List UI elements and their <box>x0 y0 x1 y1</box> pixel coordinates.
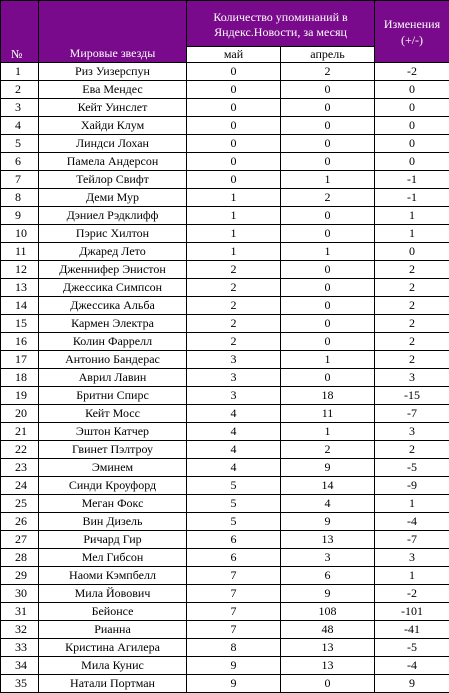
column-header-april: апрель <box>281 47 375 63</box>
table-row <box>1 117 449 135</box>
table-row <box>1 441 449 459</box>
table-row <box>1 387 449 405</box>
cell-star-name: Памела Андерсон <box>39 153 187 171</box>
cell-number: 6 <box>1 153 39 171</box>
cell-may: 7 <box>187 603 281 621</box>
cell-star-name: Ева Мендес <box>39 81 187 99</box>
change-title-line2: (+/-) <box>400 32 424 47</box>
cell-change: 2 <box>375 297 449 315</box>
table-row <box>1 225 449 243</box>
column-header-number: № <box>1 1 39 63</box>
cell-star-name: Наоми Кэмпбелл <box>39 567 187 585</box>
cell-number: 2 <box>1 81 39 99</box>
cell-change: -4 <box>375 513 449 531</box>
cell-may: 4 <box>187 423 281 441</box>
cell-number: 13 <box>1 279 39 297</box>
cell-change: -7 <box>375 405 449 423</box>
table-row <box>1 495 449 513</box>
cell-star-name: Мел Гибсон <box>39 549 187 567</box>
cell-april: 1 <box>281 351 375 369</box>
column-header-mentions <box>187 1 375 47</box>
cell-april: 1 <box>281 423 375 441</box>
table-row <box>1 315 449 333</box>
cell-april: 0 <box>281 297 375 315</box>
cell-april: 0 <box>281 117 375 135</box>
cell-star-name: Вин Дизель <box>39 513 187 531</box>
cell-april: 0 <box>281 675 375 693</box>
cell-may: 1 <box>187 189 281 207</box>
cell-april: 0 <box>281 99 375 117</box>
cell-april: 0 <box>281 207 375 225</box>
cell-number: 26 <box>1 513 39 531</box>
table-row <box>1 351 449 369</box>
cell-change: -2 <box>375 63 449 81</box>
cell-number: 21 <box>1 423 39 441</box>
cell-may: 7 <box>187 567 281 585</box>
cell-star-name: Хайди Клум <box>39 117 187 135</box>
cell-change: 2 <box>375 315 449 333</box>
cell-may: 4 <box>187 405 281 423</box>
cell-change: 0 <box>375 153 449 171</box>
table-row <box>1 405 449 423</box>
cell-change: 3 <box>375 423 449 441</box>
cell-star-name: Кейт Уинслет <box>39 99 187 117</box>
cell-star-name: Колин Фаррелл <box>39 333 187 351</box>
cell-april: 3 <box>281 549 375 567</box>
cell-april: 9 <box>281 459 375 477</box>
cell-number: 24 <box>1 477 39 495</box>
cell-change: 1 <box>375 567 449 585</box>
cell-change: -5 <box>375 459 449 477</box>
cell-star-name: Антонио Бандерас <box>39 351 187 369</box>
cell-star-name: Мила Кунис <box>39 657 187 675</box>
table-row <box>1 243 449 261</box>
table-row <box>1 639 449 657</box>
cell-number: 18 <box>1 369 39 387</box>
cell-change: -41 <box>375 621 449 639</box>
cell-april: 2 <box>281 63 375 81</box>
cell-number: 30 <box>1 585 39 603</box>
header-row <box>1 1 449 47</box>
column-header-stars: Мировые звезды <box>39 1 187 63</box>
cell-change: 1 <box>375 225 449 243</box>
cell-may: 6 <box>187 549 281 567</box>
cell-change: 0 <box>375 135 449 153</box>
table-row <box>1 153 449 171</box>
table-row <box>1 297 449 315</box>
cell-star-name: Дэниел Рэдклифф <box>39 207 187 225</box>
cell-change: 1 <box>375 207 449 225</box>
cell-april: 14 <box>281 477 375 495</box>
cell-number: 11 <box>1 243 39 261</box>
cell-may: 2 <box>187 315 281 333</box>
cell-april: 9 <box>281 585 375 603</box>
table-row <box>1 99 449 117</box>
cell-star-name: Синди Кроуфорд <box>39 477 187 495</box>
cell-april: 48 <box>281 621 375 639</box>
cell-number: 16 <box>1 333 39 351</box>
cell-april: 2 <box>281 441 375 459</box>
cell-change: -7 <box>375 531 449 549</box>
cell-may: 0 <box>187 99 281 117</box>
cell-star-name: Бритни Спирс <box>39 387 187 405</box>
cell-may: 1 <box>187 243 281 261</box>
table-row <box>1 189 449 207</box>
cell-star-name: Джессика Альба <box>39 297 187 315</box>
cell-star-name: Кейт Мосс <box>39 405 187 423</box>
cell-number: 15 <box>1 315 39 333</box>
cell-star-name: Джессика Симпсон <box>39 279 187 297</box>
table-row <box>1 81 449 99</box>
cell-star-name: Рианна <box>39 621 187 639</box>
cell-may: 4 <box>187 459 281 477</box>
cell-number: 25 <box>1 495 39 513</box>
cell-number: 34 <box>1 657 39 675</box>
cell-april: 13 <box>281 657 375 675</box>
cell-change: 2 <box>375 351 449 369</box>
cell-number: 32 <box>1 621 39 639</box>
cell-change: 2 <box>375 333 449 351</box>
cell-april: 0 <box>281 279 375 297</box>
cell-may: 0 <box>187 171 281 189</box>
table-row <box>1 549 449 567</box>
cell-may: 2 <box>187 297 281 315</box>
cell-number: 12 <box>1 261 39 279</box>
cell-star-name: Пэрис Хилтон <box>39 225 187 243</box>
cell-may: 2 <box>187 279 281 297</box>
cell-april: 0 <box>281 135 375 153</box>
cell-change: -5 <box>375 639 449 657</box>
cell-may: 1 <box>187 207 281 225</box>
cell-april: 1 <box>281 171 375 189</box>
cell-star-name: Гвинет Пэлтроу <box>39 441 187 459</box>
cell-number: 22 <box>1 441 39 459</box>
cell-change: -4 <box>375 657 449 675</box>
cell-number: 7 <box>1 171 39 189</box>
cell-number: 35 <box>1 675 39 693</box>
cell-change: 3 <box>375 549 449 567</box>
cell-number: 3 <box>1 99 39 117</box>
cell-star-name: Тейлор Свифт <box>39 171 187 189</box>
cell-april: 0 <box>281 315 375 333</box>
cell-april: 18 <box>281 387 375 405</box>
cell-change: 0 <box>375 243 449 261</box>
table-row <box>1 567 449 585</box>
cell-april: 108 <box>281 603 375 621</box>
column-header-change <box>375 1 449 63</box>
table-row <box>1 585 449 603</box>
cell-may: 3 <box>187 351 281 369</box>
cell-number: 1 <box>1 63 39 81</box>
cell-star-name: Джаред Лето <box>39 243 187 261</box>
cell-star-name: Бейонсе <box>39 603 187 621</box>
cell-star-name: Кристина Агилера <box>39 639 187 657</box>
cell-may: 9 <box>187 657 281 675</box>
cell-star-name: Кармен Электра <box>39 315 187 333</box>
table-row <box>1 135 449 153</box>
cell-number: 19 <box>1 387 39 405</box>
cell-may: 3 <box>187 387 281 405</box>
cell-april: 13 <box>281 531 375 549</box>
cell-may: 0 <box>187 117 281 135</box>
table-row <box>1 477 449 495</box>
cell-number: 9 <box>1 207 39 225</box>
cell-star-name: Аврил Лавин <box>39 369 187 387</box>
table-row <box>1 207 449 225</box>
cell-april: 0 <box>281 225 375 243</box>
cell-may: 8 <box>187 639 281 657</box>
cell-star-name: Линдси Лохан <box>39 135 187 153</box>
cell-change: 0 <box>375 117 449 135</box>
cell-star-name: Деми Мур <box>39 189 187 207</box>
cell-april: 2 <box>281 189 375 207</box>
cell-star-name: Меган Фокс <box>39 495 187 513</box>
cell-star-name: Натали Портман <box>39 675 187 693</box>
cell-april: 0 <box>281 333 375 351</box>
cell-may: 6 <box>187 531 281 549</box>
cell-number: 23 <box>1 459 39 477</box>
cell-may: 5 <box>187 495 281 513</box>
table-row <box>1 279 449 297</box>
table-row <box>1 531 449 549</box>
cell-april: 9 <box>281 513 375 531</box>
cell-change: 0 <box>375 99 449 117</box>
table-body <box>1 63 449 693</box>
cell-change: -1 <box>375 171 449 189</box>
cell-number: 20 <box>1 405 39 423</box>
cell-may: 0 <box>187 135 281 153</box>
cell-number: 27 <box>1 531 39 549</box>
table-row <box>1 513 449 531</box>
cell-april: 0 <box>281 261 375 279</box>
cell-april: 6 <box>281 567 375 585</box>
cell-may: 5 <box>187 477 281 495</box>
cell-may: 0 <box>187 63 281 81</box>
cell-may: 3 <box>187 369 281 387</box>
table-header <box>1 1 449 63</box>
table-row <box>1 675 449 693</box>
cell-may: 4 <box>187 441 281 459</box>
cell-star-name: Дженнифер Энистон <box>39 261 187 279</box>
cell-number: 31 <box>1 603 39 621</box>
cell-number: 33 <box>1 639 39 657</box>
cell-number: 14 <box>1 297 39 315</box>
cell-may: 7 <box>187 621 281 639</box>
cell-change: 2 <box>375 261 449 279</box>
cell-may: 9 <box>187 675 281 693</box>
mentions-title-line1: Количество упоминаний в <box>213 9 348 24</box>
cell-april: 13 <box>281 639 375 657</box>
cell-may: 7 <box>187 585 281 603</box>
cell-change: -1 <box>375 189 449 207</box>
cell-change: 9 <box>375 675 449 693</box>
cell-star-name: Эминем <box>39 459 187 477</box>
cell-change: 0 <box>375 81 449 99</box>
cell-april: 0 <box>281 153 375 171</box>
cell-number: 5 <box>1 135 39 153</box>
table-row <box>1 369 449 387</box>
cell-change: -2 <box>375 585 449 603</box>
mentions-title-line2: Яндекс.Новости, за месяц <box>214 24 347 39</box>
cell-star-name: Эштон Катчер <box>39 423 187 441</box>
cell-april: 4 <box>281 495 375 513</box>
change-title-line1: Изменения <box>383 16 441 31</box>
cell-may: 0 <box>187 81 281 99</box>
cell-april: 0 <box>281 369 375 387</box>
table-row <box>1 423 449 441</box>
table-row <box>1 261 449 279</box>
cell-star-name: Риз Уизерспун <box>39 63 187 81</box>
cell-number: 8 <box>1 189 39 207</box>
cell-may: 2 <box>187 261 281 279</box>
table-row <box>1 621 449 639</box>
table-row <box>1 459 449 477</box>
cell-may: 0 <box>187 153 281 171</box>
cell-change: 3 <box>375 369 449 387</box>
cell-star-name: Ричард Гир <box>39 531 187 549</box>
cell-april: 0 <box>281 81 375 99</box>
cell-number: 28 <box>1 549 39 567</box>
cell-star-name: Мила Йовович <box>39 585 187 603</box>
table-row <box>1 63 449 81</box>
cell-april: 1 <box>281 243 375 261</box>
cell-may: 1 <box>187 225 281 243</box>
cell-change: -9 <box>375 477 449 495</box>
cell-change: 2 <box>375 279 449 297</box>
table-row <box>1 603 449 621</box>
table-row <box>1 333 449 351</box>
cell-number: 17 <box>1 351 39 369</box>
cell-number: 4 <box>1 117 39 135</box>
column-header-may: май <box>187 47 281 63</box>
table-row <box>1 657 449 675</box>
cell-may: 2 <box>187 333 281 351</box>
cell-april: 11 <box>281 405 375 423</box>
cell-change: -101 <box>375 603 449 621</box>
cell-change: 1 <box>375 495 449 513</box>
cell-may: 5 <box>187 513 281 531</box>
cell-change: 2 <box>375 441 449 459</box>
cell-number: 10 <box>1 225 39 243</box>
cell-number: 29 <box>1 567 39 585</box>
table-row <box>1 171 449 189</box>
cell-change: -15 <box>375 387 449 405</box>
